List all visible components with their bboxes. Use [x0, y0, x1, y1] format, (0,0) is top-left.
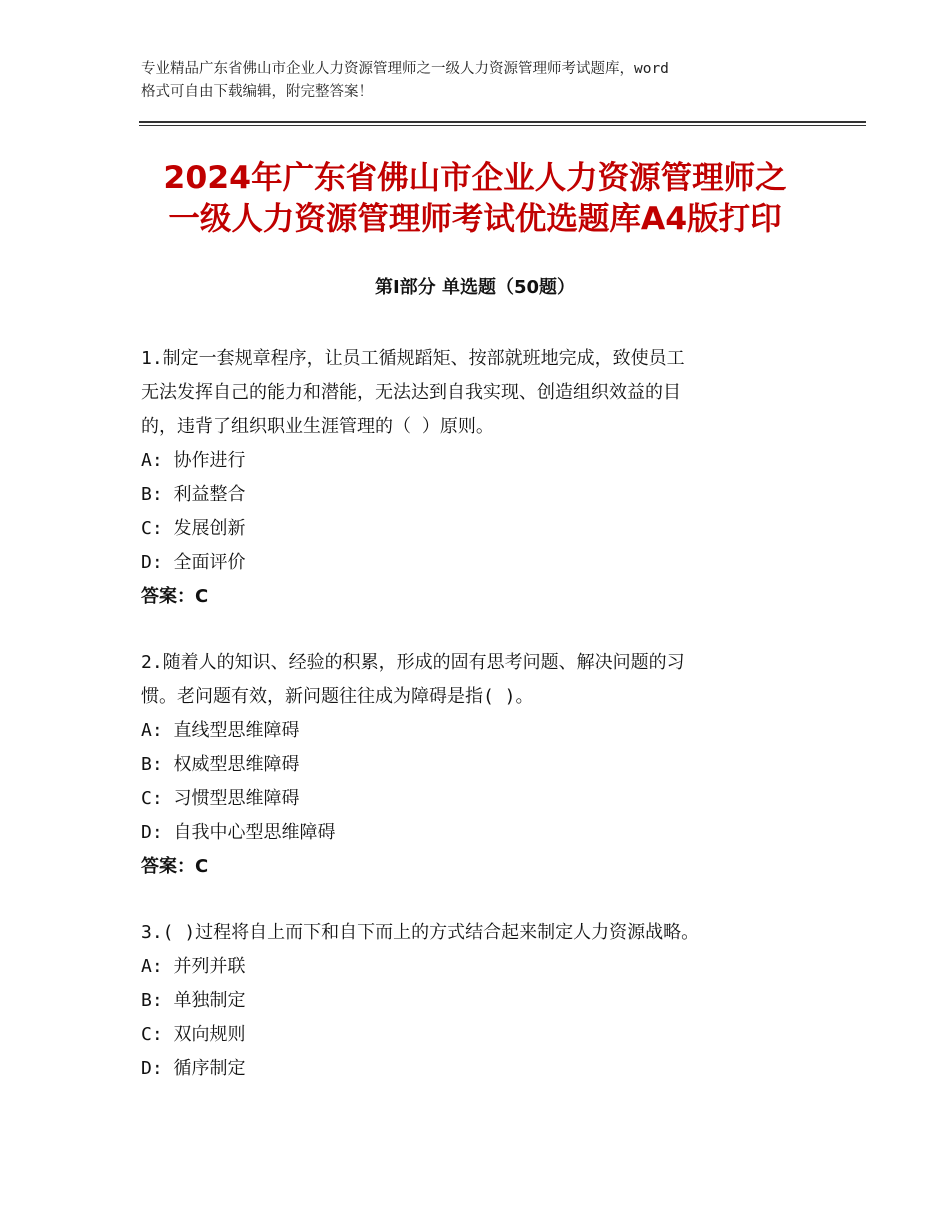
option-d: D: 自我中心型思维障碍	[141, 822, 336, 843]
header-note-line: 专业精品广东省佛山市企业人力资源管理师之一级人力资源管理师考试题库，word	[141, 61, 669, 77]
question-stem-line: 的，违背了组织职业生涯管理的（ ）原则。	[141, 416, 494, 437]
option-a: A: 直线型思维障碍	[141, 720, 300, 741]
option-d: D: 全面评价	[141, 552, 246, 573]
question-stem-line: 惯。老问题有效，新问题往往成为障碍是指( )。	[141, 686, 534, 707]
option-b: B: 权威型思维障碍	[141, 754, 300, 775]
question-2	[141, 646, 841, 884]
option-c: C: 双向规则	[141, 1024, 246, 1045]
document-title	[100, 158, 850, 240]
option-c: C: 习惯型思维障碍	[141, 788, 300, 809]
question-stem-line: 1.制定一套规章程序，让员工循规蹈矩、按部就班地完成，致使员工	[141, 348, 685, 369]
option-d: D: 循序制定	[141, 1058, 246, 1079]
section-heading: 第Ⅰ部分 单选题（50题）	[374, 277, 575, 298]
option-a: A: 并列并联	[141, 956, 246, 977]
header-note-line: 格式可自由下载编辑，附完整答案！	[141, 84, 373, 100]
question-stem-line: 无法发挥自己的能力和潜能，无法达到自我实现、创造组织效益的目	[141, 382, 681, 403]
question-stem-line: 3.( )过程将自上而下和自下而上的方式结合起来制定人力资源战略。	[141, 922, 700, 943]
option-a: A: 协作进行	[141, 450, 246, 471]
question-stem-line: 2.随着人的知识、经验的积累，形成的固有思考问题、解决问题的习	[141, 652, 685, 673]
answer-label: 答案：C	[141, 586, 209, 607]
question-list	[141, 342, 841, 1118]
header-divider-thin	[139, 125, 866, 126]
title-line: 2024年广东省佛山市企业人力资源管理师之	[163, 160, 787, 196]
option-c: C: 发展创新	[141, 518, 246, 539]
question-3	[141, 916, 841, 1086]
header-divider	[139, 121, 866, 123]
title-line: 一级人力资源管理师考试优选题库A4版打印	[168, 201, 782, 237]
answer-label: 答案：C	[141, 856, 209, 877]
option-b: B: 利益整合	[141, 484, 246, 505]
header-note	[141, 58, 831, 104]
option-b: B: 单独制定	[141, 990, 246, 1011]
question-1	[141, 342, 841, 614]
